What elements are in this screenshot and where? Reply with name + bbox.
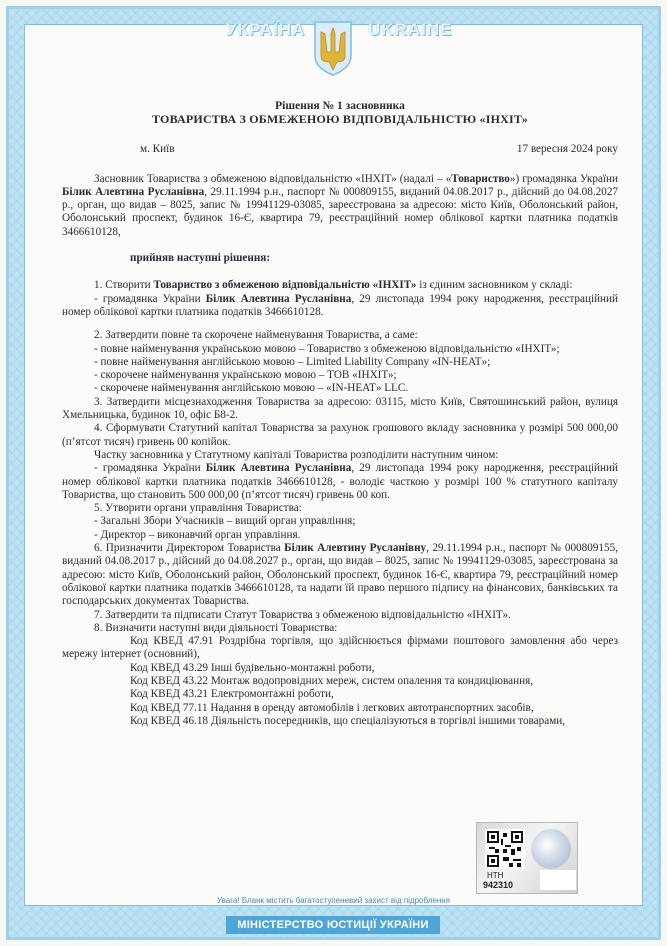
item-4-prefix: - громадянка України	[94, 462, 206, 475]
intro-text-2: ») громадянка України	[509, 172, 618, 185]
redacted-area	[540, 870, 576, 890]
item-8: 8. Визначити наступні види діяльності Товариства:	[94, 621, 338, 634]
item-7: 7. Затвердити та підписати Статут Товариства з обмеженою відповідальністю «ІНХІТ».	[94, 608, 511, 621]
decisions-heading: прийняв наступні рішення:	[130, 252, 271, 265]
item-1-founder-details: , 29 листопада 1994 року народження, реєстраційний номер облікової картки платника податків 3466610128.	[62, 292, 618, 318]
item-2-full-en: - повне найменування англійською мовою – Limited Liability Company «IN-HEAT»;	[94, 355, 491, 368]
kved-item-3: Код КВЕД 43.22 Монтаж водопровідних мереж, систем опалення та кондиціювання,	[130, 674, 534, 687]
security-warning: Увага! Бланк містить багатоступеневий захист від підроблення	[216, 896, 451, 905]
intro-paragraph	[62, 173, 618, 239]
item-6	[62, 542, 618, 608]
item-3: 3. Затвердити місцезнаходження Товариства за адресою: 03115, місто Київ, Святошинський район, вулиця Хмельницька, будинок 10, офіс Б8-2.	[62, 395, 618, 422]
hologram-icon	[531, 829, 571, 869]
banner-ukraine-ua: УКРАЇНА	[226, 20, 306, 39]
item-5: 5. Утворити органи управління Товариства:	[94, 502, 302, 515]
kved-item-6: Код КВЕД 46.18 Діяльність посередників, що спеціалізуються в торгівлі іншими товарами,	[130, 714, 566, 727]
intro-company-short: Товариство	[451, 172, 510, 185]
decision-title: Рішення № 1 засновника	[275, 100, 405, 112]
item-1	[62, 279, 618, 292]
kved-item-5: Код КВЕД 77.11 Надання в оренду автомобілів і легкових автотранспортних засобів,	[130, 701, 534, 714]
item-4: 4. Сформувати Статутний капітал Товариства за рахунок грошового вкладу засновника у розмірі 500 000,00 (п’ятсот тисяч) гривень 00 копійок.	[62, 422, 618, 448]
item-1-founder-name: Білик Алевтина Русланівна	[205, 292, 352, 305]
item-2-full-ua: - повне найменування українською мовою – Товариство з обмеженою відповідальністю «ІНХІТ»;	[94, 342, 560, 355]
item-2: 2. Затвердити повне та скорочене найменування Товариства, а саме:	[94, 329, 418, 342]
item-5-assembly: - Загальні Збори Учасників – вищий орган управління;	[94, 515, 356, 528]
item-1-text-2: із єдиним засновником у складі:	[416, 279, 573, 292]
item-4-founder-name: Білик Алевтина Русланівна	[205, 462, 352, 475]
item-2-short-en: - скорочене найменування англійською мовою – «IN-HEAT» LLC.	[94, 382, 409, 395]
item-1-text: 1. Створити	[94, 279, 154, 292]
item-5-director: - Директор – виконавчий орган управління.	[94, 528, 301, 541]
place-date-row	[62, 143, 618, 157]
coat-of-arms-trident-icon	[311, 18, 355, 78]
item-1-company: Товариство з обмеженою відповідальністю «ІНХІТ»	[153, 279, 417, 292]
item-6-details: , 29.11.1994 р.н., паспорт № 000809155, виданий 04.08.2017 р., дійсний до 04.08.2027 р., орган, що видав – 8025, запис № 19941129-03085, зареєстрована за адресою: місто Київ, Оболонський район, Оболонський проспект, будинок 16-Є, квартира 79, реєстраційний номер облікової картки платника податків 3466610128, та надати їй право першого підпису на фінансових, банківських та господарських документах Товариства.	[62, 542, 618, 608]
kved-item-2: Код КВЕД 43.29 Інші будівельно-монтажні роботи,	[130, 661, 375, 674]
banner-ukraine-en: UKRAINE	[368, 20, 453, 39]
item-2-short-ua: - скорочене найменування українською мовою – ТОВ «ІНХІТ»;	[94, 369, 397, 382]
company-title: ТОВАРИСТВА З ОБМЕЖЕНОЮ ВІДПОВІДАЛЬНІСТЮ «ІНХІТ»	[151, 112, 528, 127]
blank-serial-number: 942310	[483, 880, 514, 890]
item-1-founder-prefix: - громадянка України	[94, 292, 206, 305]
item-1-founder	[62, 293, 618, 320]
security-code: НТН	[487, 871, 504, 880]
item-4-share	[62, 462, 618, 502]
intro-text-3: , 29.11.1994 р.н., паспорт № 000809155, виданий 04.08.2017 р., дійсний до 04.08.2027 р., орган, що видав – 8025, запис № 19941129-03085, зареєстрована за адресою: місто Київ, Оболонський район, Оболонський проспект, будинок 16-Є, квартира 79, реєстраційний номер облікової картки платника податків 3466610128,	[62, 185, 619, 238]
item-6-director-name: Білик Алевтину Русланівну	[284, 542, 427, 555]
ministry-of-justice-banner: МІНІСТЕРСТВО ЮСТИЦІЇ УКРАЇНИ	[226, 916, 440, 934]
item-4-share-intro: Частку засновника у Статутному капіталі Товариства розподілити наступним чином:	[94, 448, 499, 461]
kved-item-1: Код КВЕД 47.91 Роздрібна торгівля, що здійснюється фірмами поштового замовлення або через мережу інтернет (основний),	[62, 635, 618, 661]
intro-text-1: Засновник Товариства з обмеженою відповідальністю «ІНХІТ» (надалі – «	[94, 172, 452, 185]
kved-item-4: Код КВЕД 43.21 Електромонтажні роботи,	[130, 688, 334, 701]
item-4-details: , 29 листопада 1994 року народження, реєстраційний номер облікової картки платника податків 3466610128, - володіє часткою у розмірі 100 % статутного капіталу Товариства, що становить 500 000,00 (п’ятсот тисяч) гривень 00 коп.	[62, 462, 618, 501]
document-date: 17 вересня 2024 року	[516, 142, 618, 155]
qr-code-icon	[485, 829, 525, 869]
city: м. Київ	[140, 142, 175, 155]
document-content	[62, 100, 618, 728]
founder-name: Білик Алевтина Русланівна	[62, 185, 205, 198]
item-6-text: 6. Призначити Директором Товариства	[94, 542, 285, 555]
